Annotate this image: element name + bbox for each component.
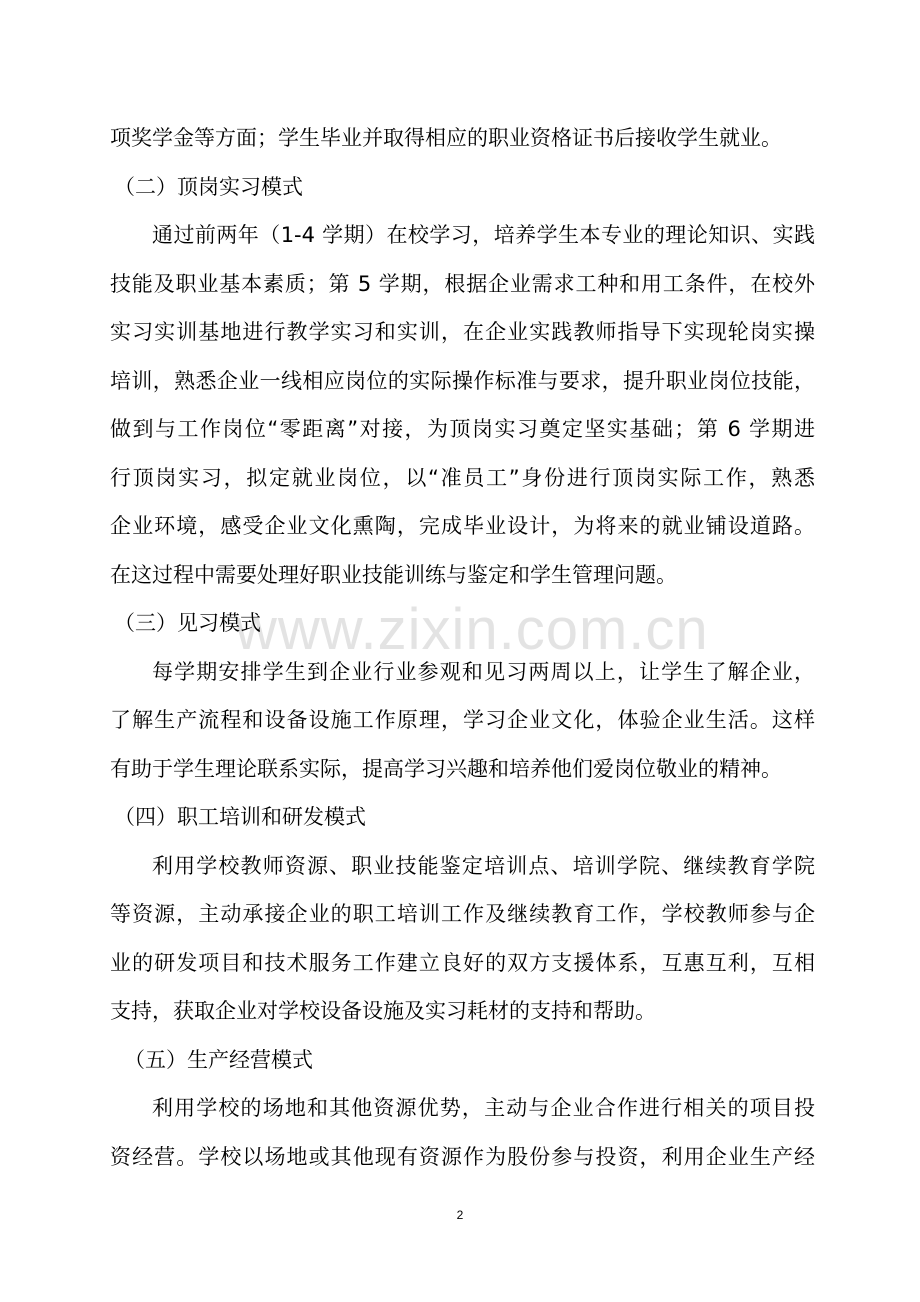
page-number: 2 <box>456 1208 464 1222</box>
text-line: 技能及职业基本素质；第 5 学期，根据企业需求工种和用工条件，在校外 <box>110 271 815 296</box>
text-line: 做到与工作岗位“零距离”对接，为顶岗实习奠定坚实基础；第 6 学期进 <box>110 417 815 441</box>
text-line: 在这过程中需要处理好职业技能训练与鉴定和学生管理问题。 <box>110 562 677 587</box>
section-heading: （二）顶岗实习模式 <box>114 174 303 199</box>
text-line: 企业环境，感受企业文化熏陶，完成毕业设计，为将来的就业铺设道路。 <box>110 514 815 538</box>
text-line: 支持，获取企业对学校设备设施及实习耗材的支持和帮助。 <box>110 999 656 1023</box>
text-line: 行顶岗实习，拟定就业岗位，以“准员工”身份进行顶岗实际工作，熟悉 <box>110 465 815 490</box>
text-line: 了解生产流程和设备设施工作原理，学习企业文化，体验企业生活。这样 <box>110 708 815 732</box>
text-line: 项奖学金等方面；学生毕业并取得相应的职业资格证书后接收学生就业。 <box>110 126 782 150</box>
paragraph <box>110 211 815 599</box>
section-heading: （五）生产经营模式 <box>124 1047 313 1072</box>
text-line: 资经营。学校以场地或其他现有资源作为股份参与投资，利用企业生产经 <box>110 1144 815 1169</box>
document-body <box>110 114 815 1181</box>
paragraph <box>110 1084 815 1181</box>
section-heading: （三）见习模式 <box>114 611 261 635</box>
section-heading: （四）职工培训和研发模式 <box>114 805 366 829</box>
paragraph <box>110 114 815 163</box>
text-line: 等资源，主动承接企业的职工培训工作及继续教育工作，学校教师参与企 <box>110 902 815 926</box>
text-line: 实习实训基地进行教学实习和实训，在企业实践教师指导下实现轮岗实操 <box>110 320 815 344</box>
text-line: 有助于学生理论联系实际，提高学习兴趣和培养他们爱岗位敬业的精神。 <box>110 756 782 781</box>
text-line: 培训，熟悉企业一线相应岗位的实际操作标准与要求，提升职业岗位技能， <box>110 368 815 393</box>
watermark: www.zixin.com.cn <box>235 597 709 662</box>
paragraph <box>110 648 815 794</box>
text-line: 利用学校的场地和其他资源优势，主动与企业合作进行相关的项目投 <box>152 1096 815 1120</box>
text-line: 通过前两年（1-4 学期）在校学习，培养学生本专业的理论知识、实践 <box>152 223 815 247</box>
text-line: 利用学校教师资源、职业技能鉴定培训点、培训学院、继续教育学院 <box>152 853 815 878</box>
text-line: 业的研发项目和技术服务工作建立良好的双方支援体系，互惠互利，互相 <box>110 950 815 975</box>
paragraph <box>110 842 815 1036</box>
text-line: 每学期安排学生到企业行业参观和见习两周以上，让学生了解企业， <box>152 659 815 684</box>
